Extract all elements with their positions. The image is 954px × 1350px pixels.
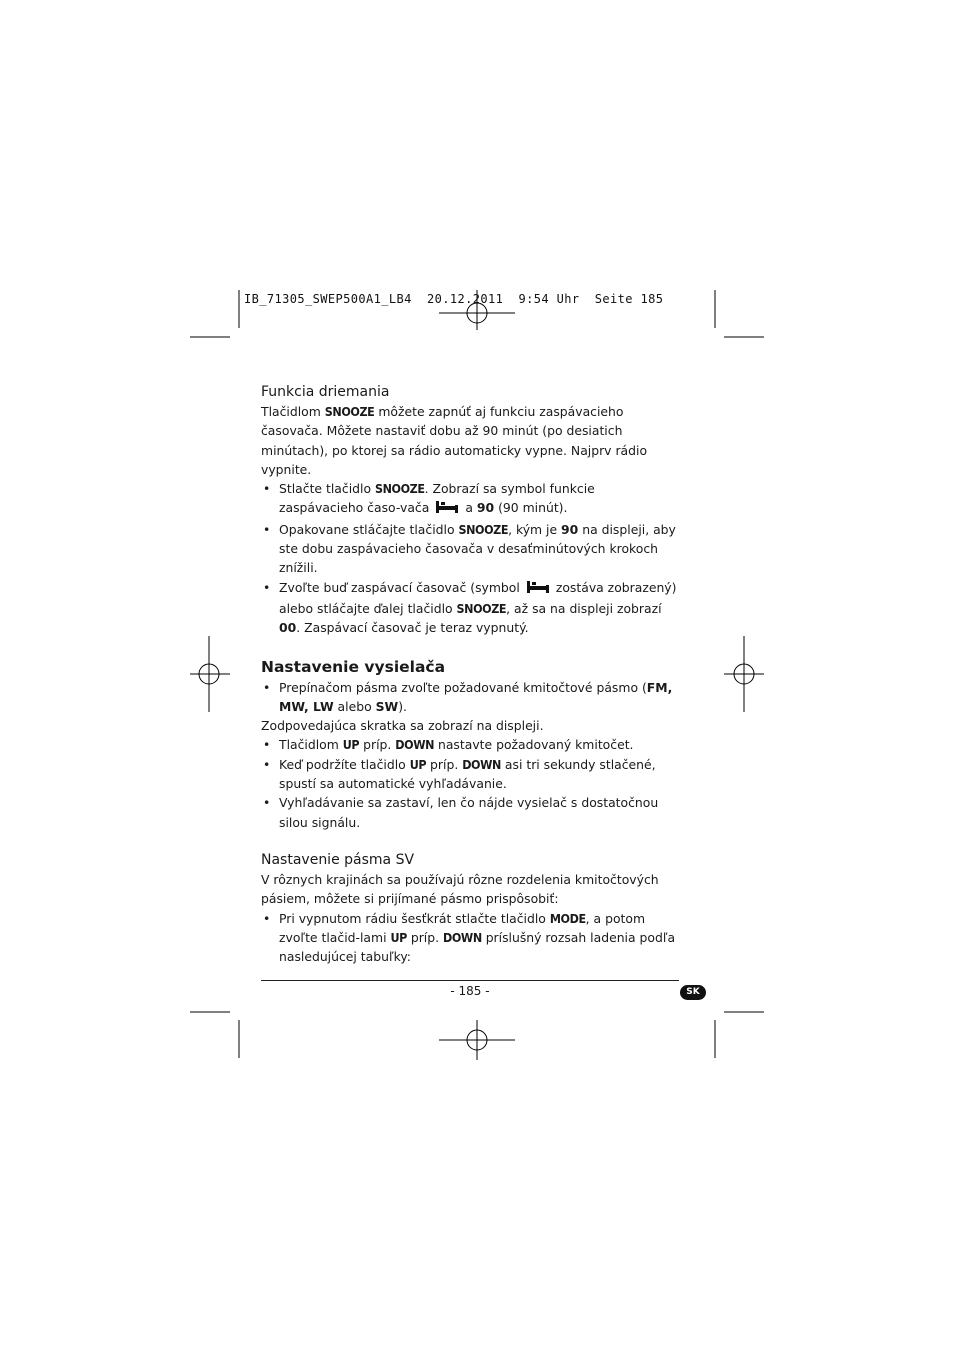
page-number: - 185 - [450, 984, 490, 998]
heading-nastavenie-pasma-sv: Nastavenie pásma SV [261, 851, 415, 868]
tuning-steps-a [261, 678, 681, 717]
list-item: • Keď podržíte tlačidlo UP príp. DOWN asi tri sekundy stlačené, spustí sa automatické vyhľadávanie. [263, 756, 656, 792]
sv-steps [261, 909, 681, 967]
list-item: • Vyhľadávanie sa zastaví, len čo nájde vysielač s dostatočnou silou signálu. [263, 795, 659, 830]
language-badge: SK [680, 985, 706, 1000]
paragraph-band-note: Zodpovedajúca skratka sa zobrazí na displeji. [261, 718, 544, 734]
print-slug: IB_71305_SWEP500A1_LB4 20.12.2011 9:54 Uhr Seite 185 [244, 292, 664, 306]
list-item: • Zvoľte buď zaspávací časovač (symbol zostáva zobrazený) alebo stláčajte ďalej tlačidlo SNOOZE, až sa na displeji zobrazí 00. Zaspávací časovač je teraz vypnutý. [263, 579, 677, 636]
snooze-steps [261, 479, 681, 637]
bed-icon [435, 500, 459, 519]
paragraph-sv-intro: V rôznych krajinách sa používajú rôzne rozdelenia kmitočtových pásiem, môžete si prijímané pásmo prispôsobiť: [261, 871, 659, 907]
heading-funkcia-driemania: Funkcia driemania [261, 384, 390, 400]
list-item: • Prepínačom pásma zvoľte požadované kmitočtové pásmo (FM, MW, LW alebo SW). [263, 679, 673, 714]
page-content [261, 382, 681, 966]
tuning-steps-b [261, 735, 681, 831]
footer-rule [261, 980, 679, 981]
list-item: • Pri vypnutom rádiu šesťkrát stlačte tlačidlo MODE, a potom zvoľte tlačid-lami UP príp. DOWN príslušný rozsah ladenia podľa nasledujúcej tabuľky: [263, 910, 676, 965]
list-item: • Opakovane stláčajte tlačidlo SNOOZE, kým je 90 na displeji, aby ste dobu zaspávacieho časovača v desaťminútových krokoch znížili. [263, 521, 676, 576]
list-item: • Tlačidlom UP príp. DOWN nastavte požadovaný kmitočet. [263, 737, 634, 753]
bed-icon [526, 580, 550, 599]
list-item: • Stlačte tlačidlo SNOOZE. Zobrazí sa symbol funkcie zaspávacieho časo-vača a 90 (90 minút). [261, 479, 681, 520]
paragraph-snooze-intro: Tlačidlom SNOOZE môžete zapnúť aj funkciu zaspávacieho časovača. Môžete nastaviť dobu až 90 minút (po desiatich minútach), po ktorej sa rádio automaticky vypne. Najprv rádio vypnite. [261, 404, 648, 477]
heading-nastavenie-vysielaca: Nastavenie vysielača [261, 657, 446, 676]
